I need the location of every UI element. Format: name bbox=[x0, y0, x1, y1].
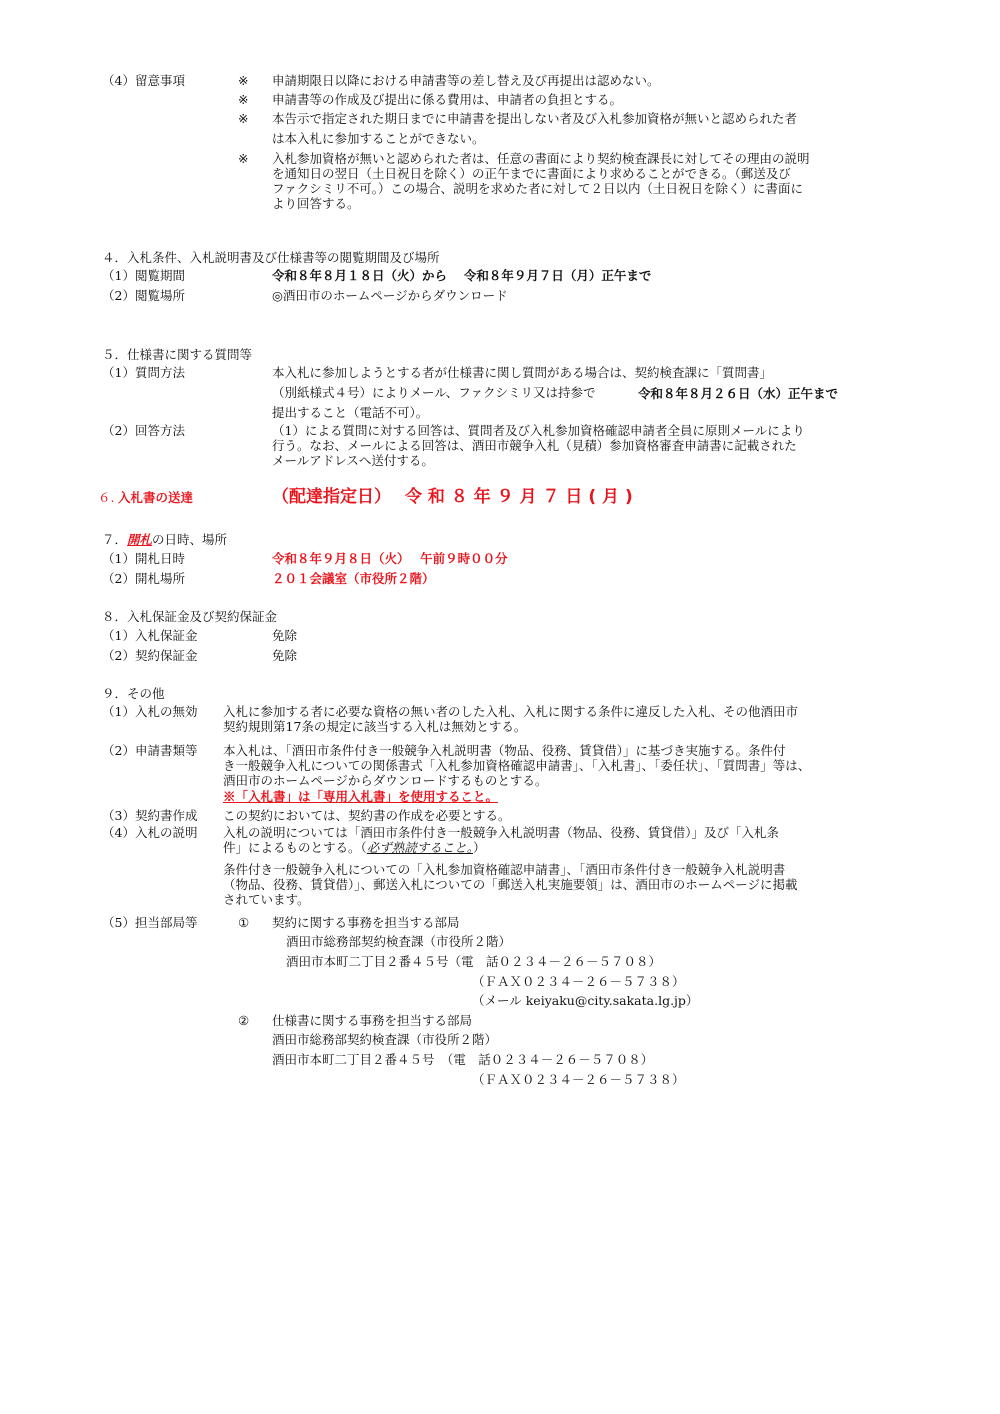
section-6-number: ６. bbox=[98, 490, 115, 505]
viewing-place-label: （2）閲覧場所 bbox=[102, 288, 185, 303]
contact-2-department: 酒田市総務部契約検査課（市役所２階） bbox=[272, 1032, 498, 1047]
question-method-label: （1）質問方法 bbox=[102, 365, 185, 380]
bid-bond-label: （1）入札保証金 bbox=[102, 628, 198, 643]
contract-bond-label: （2）契約保証金 bbox=[102, 648, 198, 663]
delivery-date: 令 和 ８ 年 ９ 月 ７ 日 ( 月 ) bbox=[405, 487, 633, 507]
bid-bond-value: 免除 bbox=[272, 628, 298, 643]
opening-datetime-label: （1）開札日時 bbox=[102, 551, 185, 566]
section-4-heading: ４．入札条件、入札説明書及び仕様書等の閲覧期間及び場所 bbox=[102, 250, 440, 265]
note-4-line-1: 入札参加資格が無いと認められた者は、任意の書面により契約検査課長に対してその理由の説明 bbox=[272, 151, 810, 166]
documents-line-3: 酒田市のホームページからダウンロードするものとする。 bbox=[223, 773, 548, 788]
section-7-heading bbox=[102, 532, 227, 548]
contact-1-email: （メール keiyaku@city.sakata.lg.jp） bbox=[472, 993, 699, 1008]
note-4-line-4: より回答する。 bbox=[272, 196, 360, 211]
answer-method-line-3: メールアドレスへ送付する。 bbox=[272, 453, 434, 468]
section-7-number: ７． bbox=[102, 532, 128, 547]
question-method-line-2: （別紙様式４号）によりメール、ファクシミリ又は持参で bbox=[272, 385, 596, 400]
contact-1-number: ① bbox=[238, 915, 250, 930]
note-mark: ※ bbox=[238, 111, 249, 126]
contact-2-title: 仕様書に関する事務を担当する部局 bbox=[272, 1013, 473, 1028]
note-2: 申請書等の作成及び提出に係る費用は、申請者の負担とする。 bbox=[272, 92, 623, 107]
notes-label: （4）留意事項 bbox=[102, 73, 185, 88]
viewing-period-value: 令和８年８月１８日（火）から 令和８年９月７日（月）正午まで bbox=[272, 268, 652, 283]
contract-doc-value: この契約においては、契約書の作成を必要とする。 bbox=[223, 808, 511, 823]
contact-1-department: 酒田市総務部契約検査課（市役所２階） bbox=[286, 934, 512, 949]
documents-line-2: き一般競争入札についての関係書式「入札参加資格確認申請書」、「入札書」、「委任状」、「質問書」等は、 bbox=[223, 758, 811, 773]
contact-1-title: 契約に関する事務を担当する部局 bbox=[272, 915, 460, 930]
section-7-heading-rest: の日時、場所 bbox=[152, 532, 228, 547]
viewing-period-label: （1）閲覧期間 bbox=[102, 268, 185, 283]
opening-place-label: （2）開札場所 bbox=[102, 571, 185, 586]
note-4-line-2: を通知日の翌日（土日祝日を除く）の正午までに書面により求めることができる。（郵送及び bbox=[272, 166, 791, 181]
question-method-line-1: 本入札に参加しようとする者が仕様書に関し質問がある場合は、契約検査課に「質問書」 bbox=[272, 365, 773, 380]
viewing-place-value: ◎酒田市のホームページからダウンロード bbox=[272, 288, 508, 303]
opening-place-value: ２０１会議室（市役所２階） bbox=[272, 571, 435, 586]
bid-explanation-line-2 bbox=[223, 840, 486, 856]
answer-method-label: （2）回答方法 bbox=[102, 423, 185, 438]
read-carefully-note: 必ず熟読すること。 bbox=[366, 840, 474, 855]
bid-explanation-close: ） bbox=[473, 840, 486, 855]
bid-explanation-label: （4）入札の説明 bbox=[102, 825, 198, 840]
contact-1-address-phone: 酒田市本町二丁目２番４５号（電 話０２３４－２６－５７０８） bbox=[286, 954, 662, 969]
contact-2-fax: （ＦＡＸ０２３４－２６－５７３８） bbox=[472, 1072, 685, 1087]
contract-bond-value: 免除 bbox=[272, 648, 298, 663]
contact-1-fax: （ＦＡＸ０２３４－２６－５７３８） bbox=[472, 974, 685, 989]
note-mark: ※ bbox=[238, 151, 249, 166]
delivery-designation: （配達指定日） bbox=[272, 487, 391, 507]
note-1: 申請期限日以降における申請書等の差し替え及び再提出は認めない。 bbox=[272, 73, 660, 88]
invalid-bid-line-2: 契約規則第17条の規定に該当する入札は無効とする。 bbox=[223, 719, 527, 734]
note-4-line-3: ファクシミリ不可。）この場合、説明を求めた者に対して２日以内（土日祝日を除く）に書面に bbox=[272, 181, 804, 196]
bid-form-warning: ※「入札書」は「専用入札書」を使用すること。 bbox=[223, 789, 499, 804]
invalid-bid-line-1: 入札に参加する者に必要な資格の無い者のした入札、入札に関する条件に違反した入札、その他酒田市 bbox=[223, 704, 799, 719]
bid-explanation-line-3: 条件付き一般競争入札についての「入札参加資格確認申請書」、「酒田市条件付き一般競争入札説明書 bbox=[223, 862, 786, 877]
department-label: （5）担当部局等 bbox=[102, 915, 198, 930]
contract-doc-label: （3）契約書作成 bbox=[102, 808, 198, 823]
section-5-heading: ５．仕様書に関する質問等 bbox=[102, 347, 253, 362]
section-8-heading: ８．入札保証金及び契約保証金 bbox=[102, 609, 278, 624]
contact-2-number: ② bbox=[238, 1013, 250, 1028]
note-3-line-1: 本告示で指定された期日までに申請書を提出しない者及び入札参加資格が無いと認められた者 bbox=[272, 111, 798, 126]
kaisatsu-emphasis: 開札 bbox=[127, 532, 153, 547]
answer-method-line-2: 行う。なお、メールによる回答は、酒田市競争入札（見積）参加資格審査申請書に記載された bbox=[272, 438, 797, 453]
bid-explanation-line-5: されています。 bbox=[223, 892, 310, 907]
section-6-label: 入札書の送達 bbox=[118, 490, 194, 505]
note-mark: ※ bbox=[238, 92, 249, 107]
bid-explanation-line-4: （物品、役務、賃貸借）」、郵送入札についての「郵送入札実施要領」は、酒田市のホームページに掲載 bbox=[223, 877, 798, 892]
answer-method-line-1: （1）による質問に対する回答は、質問者及び入札参加資格確認申請者全員に原則メールにより bbox=[272, 423, 805, 438]
section-9-heading: ９．その他 bbox=[102, 686, 165, 701]
note-3-line-2: は本入札に参加することができない。 bbox=[272, 131, 485, 146]
documents-label: （2）申請書類等 bbox=[102, 743, 198, 758]
documents-line-1: 本入札は、「酒田市条件付き一般競争入札説明書（物品、役務、賃貸借）」に基づき実施する。条件付 bbox=[223, 743, 786, 758]
question-deadline: 令和８年８月２６日（水）正午まで bbox=[638, 386, 839, 401]
note-mark: ※ bbox=[238, 73, 249, 88]
contact-2-address-phone: 酒田市本町二丁目２番４５号 （電 話０２３４－２６－５７０８） bbox=[272, 1052, 654, 1067]
invalid-bid-label: （1）入札の無効 bbox=[102, 704, 198, 719]
opening-datetime-value: 令和８年９月８日（火） 午前９時００分 bbox=[272, 551, 508, 566]
bid-explanation-line-1: 入札の説明については「酒田市条件付き一般競争入札説明書（物品、役務、賃貸借）」及び「入札条 bbox=[223, 825, 780, 840]
bid-explanation-text: 件」によるものとする。（ bbox=[223, 840, 367, 855]
question-method-line-3: 提出すること（電話不可）。 bbox=[272, 405, 429, 420]
